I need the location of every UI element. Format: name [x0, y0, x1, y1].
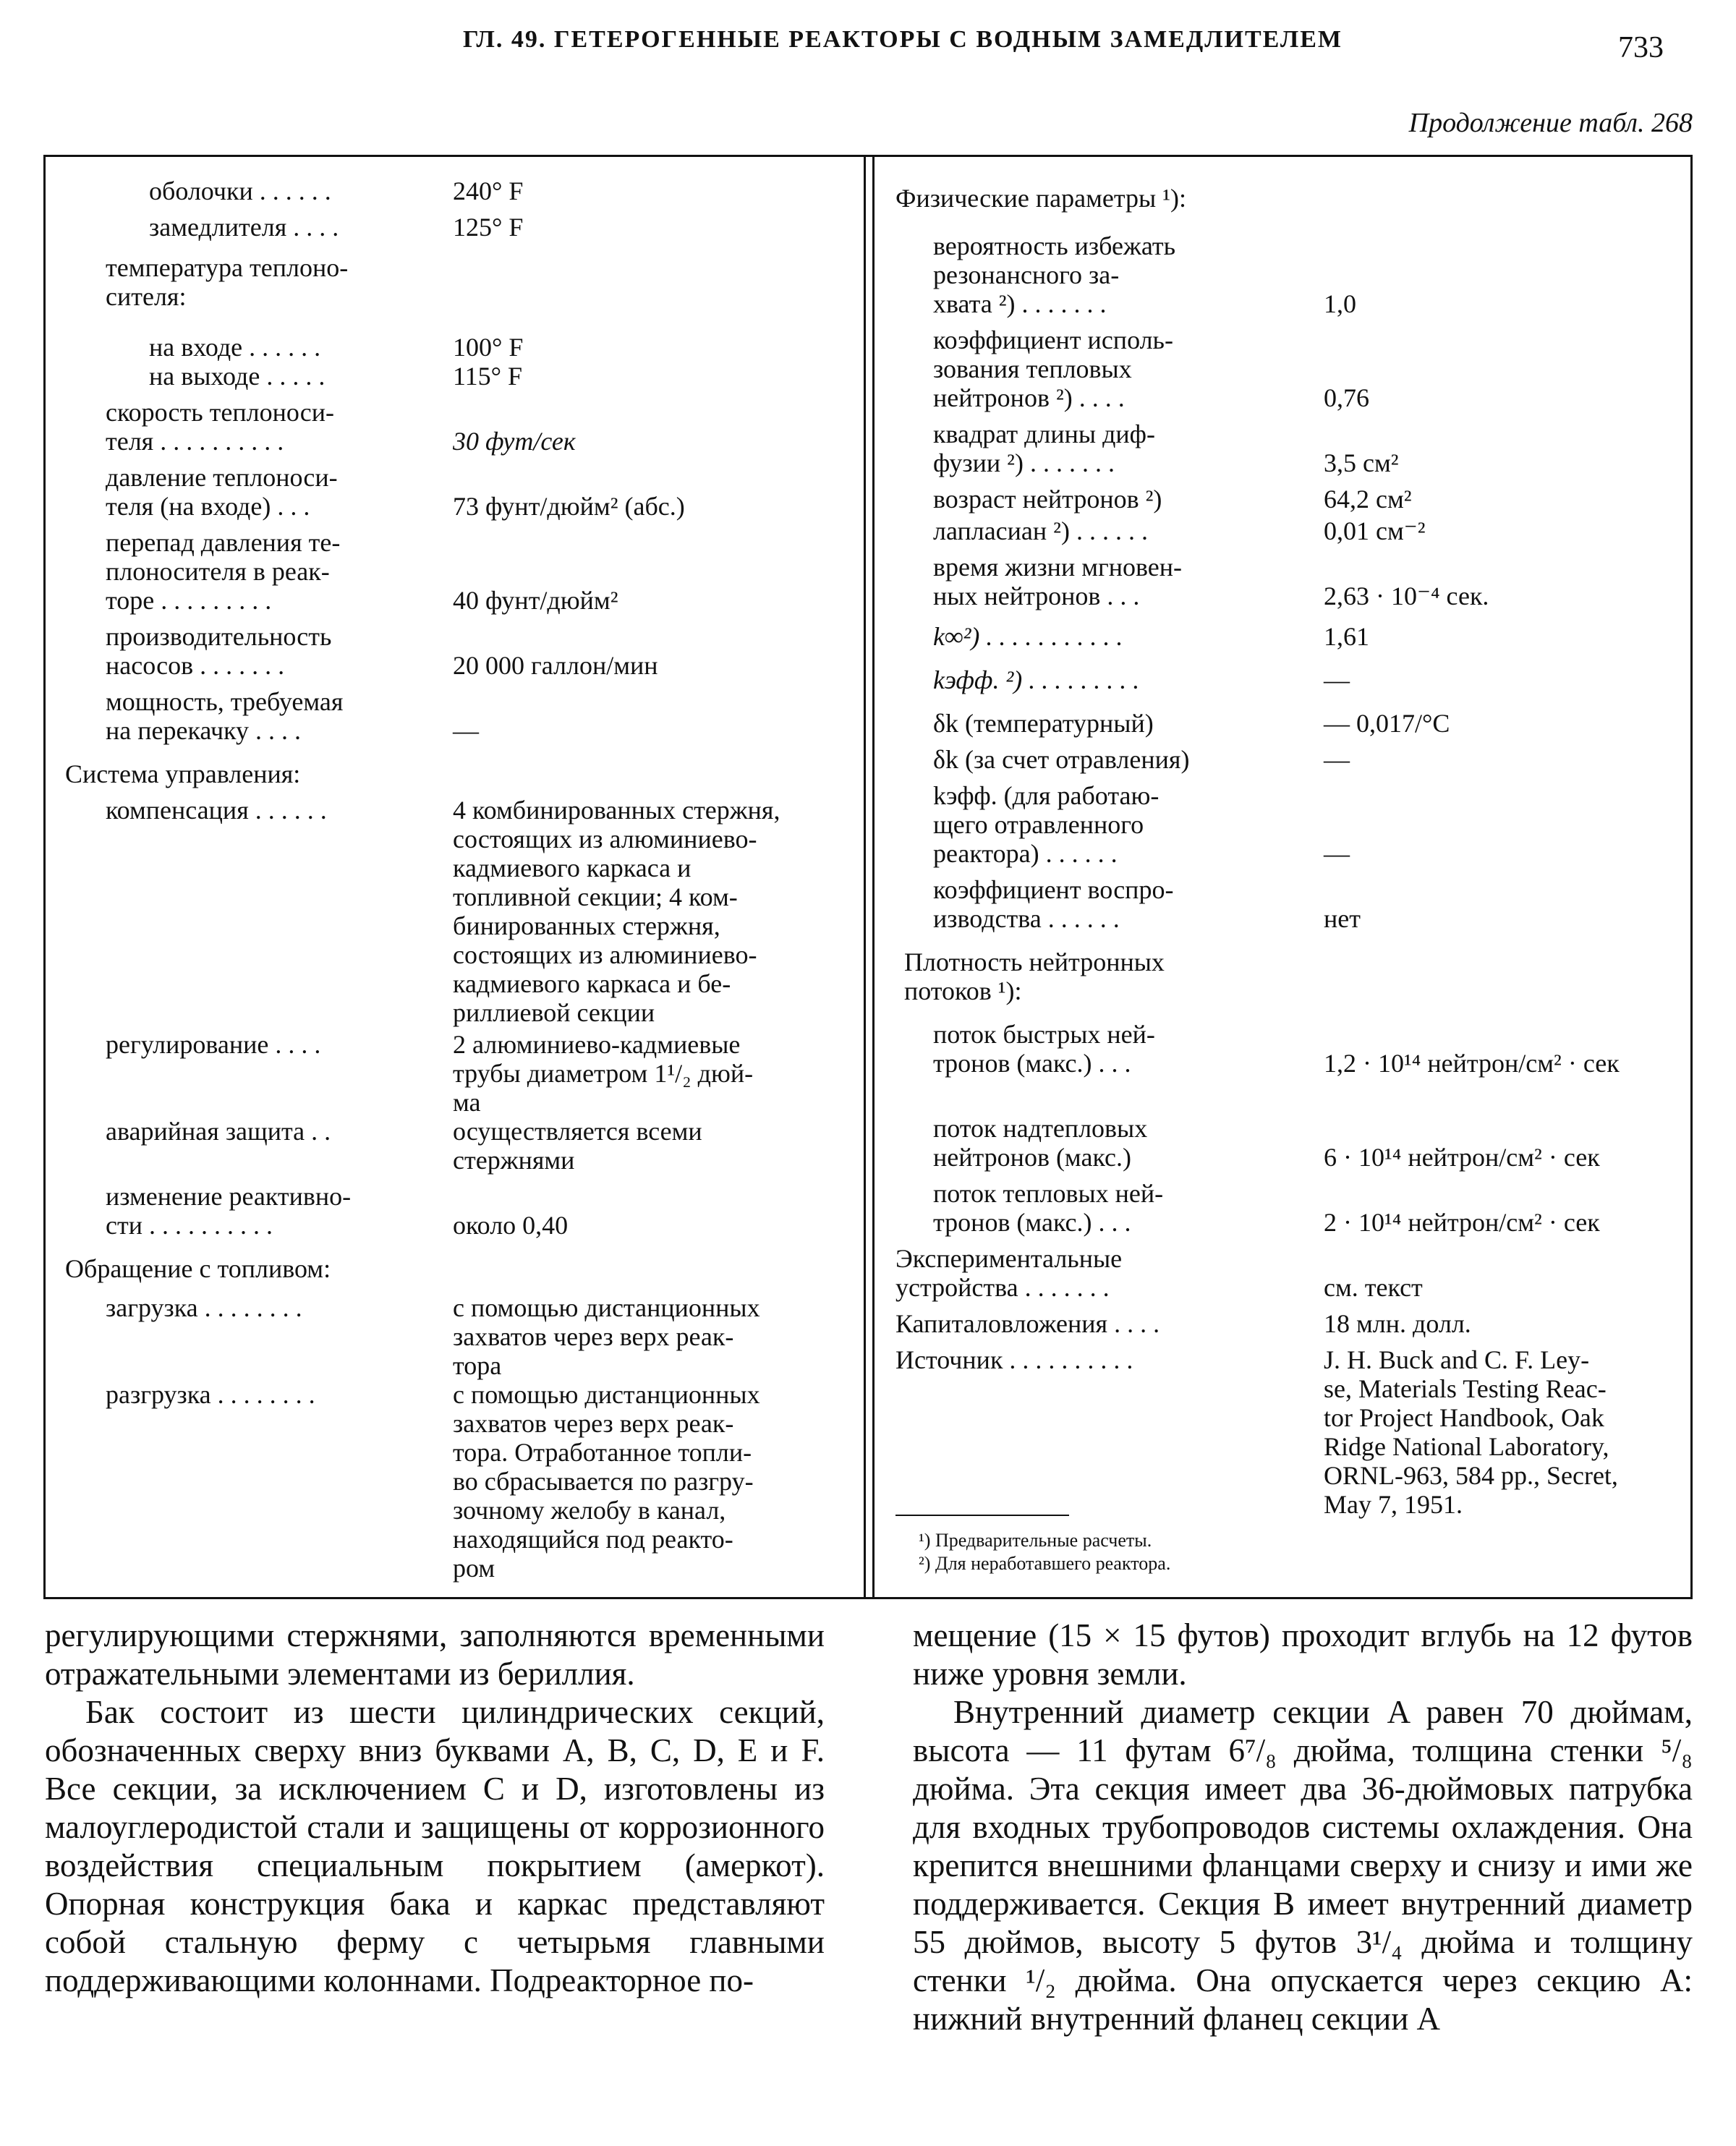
- right-row-label: kэфф. (для работаю- щего отравленного реактора) . . . . . .: [933, 781, 1160, 868]
- right-row-label: δk (температурный): [933, 709, 1154, 738]
- left-row-value: 40 фунт/дюйм²: [453, 586, 618, 615]
- left-row-label: скорость теплоноси- теля . . . . . . . . . .: [106, 398, 335, 456]
- table-left-column: [43, 155, 856, 1600]
- right-row-label: коэффициент исполь- зования тепловых нейтронов ²) . . . .: [933, 325, 1173, 412]
- left-row-label: перепад давления те- плоносителя в реак- торе . . . . . . . . .: [106, 528, 341, 615]
- left-row-label: загрузка . . . . . . . .: [106, 1293, 302, 1322]
- right-section-heading: Плотность нейтронных потоков ¹):: [904, 948, 1165, 1005]
- footnote-2: ²) Для неработавшего реактора.: [919, 1553, 1171, 1574]
- left-row-value: 125° F: [453, 213, 524, 242]
- body-text-right-column: [913, 1617, 1693, 2038]
- right-row-label: Источник . . . . . . . . . .: [895, 1345, 1133, 1374]
- left-row-label: регулирование . . . .: [106, 1030, 321, 1059]
- right-section-heading: Физические параметры ¹):: [895, 184, 1187, 213]
- left-row-label: мощность, требуемая на перекачку . . . .: [106, 687, 344, 745]
- table-middle-rule-b: [872, 155, 875, 1599]
- right-row-value: см. текст: [1324, 1273, 1423, 1302]
- right-row-value: 18 млн. долл.: [1324, 1309, 1471, 1338]
- right-row-value: 0,76: [1324, 383, 1369, 412]
- right-row-value: 1,0: [1324, 289, 1356, 318]
- table-continuation-caption: Продолжение табл. 268: [1408, 108, 1693, 138]
- left-section-heading: Система управления:: [65, 759, 301, 788]
- left-row-value: 20 000 галлон/мин: [453, 651, 658, 680]
- left-row-label: оболочки . . . . . .: [149, 176, 331, 205]
- right-row-value: 64,2 см²: [1324, 485, 1412, 514]
- left-row-value: 73 фунт/дюйм² (абс.): [453, 492, 685, 521]
- body-paragraph: Внутренний диаметр секции A равен 70 дюймам, высота — 11 футам 6⁷/₈ дюйма, толщина стенки ⁵/₈ дюйма. Эта секция имеет два 36-дюймовых патрубка для входных трубопроводов системы охлаждения. Она крепится внешними фланцами сверху и снизу и ими же поддерживается. Секция B имеет внутренний диаметр 55 дюймов, высоту 5 футов 3¹/₄ дюйма и толщину стенки ¹/₂ дюйма. Она опускается через секцию A: нижний внутренний фланец секции A: [913, 1694, 1693, 2037]
- right-row-label: поток надтепловых нейтронов (макс.): [933, 1114, 1148, 1172]
- right-row-label: kэфф. ²) . . . . . . . . .: [933, 665, 1140, 694]
- left-row-value: 115° F: [453, 362, 523, 391]
- table-right-column: [890, 155, 1693, 1600]
- left-row-value: 30 фут/сек: [453, 427, 576, 456]
- right-row-value: — 0,017/°C: [1324, 709, 1450, 738]
- left-row-label: температура теплоно- сителя:: [106, 253, 349, 311]
- right-row-value: —: [1324, 839, 1350, 868]
- right-row-value: —: [1324, 745, 1350, 774]
- left-row-value: около 0,40: [453, 1211, 569, 1240]
- left-row-label: на входе . . . . . .: [149, 333, 321, 362]
- footnote-rule: [895, 1515, 1069, 1516]
- right-row-label: Экспериментальные устройства . . . . . . .: [895, 1244, 1123, 1302]
- right-row-label: поток тепловых ней- тронов (макс.) . . .: [933, 1179, 1164, 1237]
- right-row-label: δk (за счет отравления): [933, 745, 1190, 774]
- footnotes: [919, 1529, 1170, 1575]
- right-row-value: 6 · 10¹⁴ нейтрон/см² · сек: [1324, 1143, 1600, 1172]
- left-row-value: осуществляется всеми стержнями: [453, 1117, 702, 1175]
- left-row-label: на выходе . . . . .: [149, 362, 326, 391]
- left-row-label: разгрузка . . . . . . . .: [106, 1380, 315, 1409]
- parameters-table: [43, 155, 1693, 1600]
- running-title: ГЛ. 49. ГЕТЕРОГЕННЫЕ РЕАКТОРЫ С ВОДНЫМ ЗАМЕДЛИТЕЛЕМ: [463, 26, 1343, 53]
- right-row-label: поток быстрых ней- тронов (макс.) . . .: [933, 1020, 1155, 1078]
- left-row-value: с помощью дистанционных захватов через верх реак- тора. Отработанное топли- во сбрасывается по разгру- зочному желобу в канал, находящийся под реакто- ром: [453, 1380, 760, 1583]
- right-row-label: время жизни мгновен- ных нейтронов . . .: [933, 553, 1183, 610]
- left-row-label: компенсация . . . . . .: [106, 796, 327, 825]
- left-row-value: 2 алюминиево-кадмиевые трубы диаметром 1¹/₂ дюй- ма: [453, 1030, 754, 1117]
- right-row-value: 2 · 10¹⁴ нейтрон/см² · сек: [1324, 1208, 1600, 1237]
- body-text-left-column: [45, 1617, 825, 2000]
- left-row-value: 100° F: [453, 333, 524, 362]
- body-paragraph: мещение (15 × 15 футов) проходит вглубь на 12 футов ниже уровня земли.: [913, 1617, 1693, 1692]
- right-row-value: J. H. Buck and C. F. Ley- se, Materials Testing Reac- tor Project Handbook, Oak Ridge National Laboratory, ORNL-963, 584 pp., Secret, May 7, 1951.: [1324, 1345, 1618, 1519]
- left-row-value: 240° F: [453, 176, 524, 205]
- left-row-label: производительность насосов . . . . . . .: [106, 622, 332, 680]
- left-row-label: аварийная защита . .: [106, 1117, 331, 1146]
- left-section-heading: Обращение с топливом:: [65, 1254, 331, 1283]
- table-middle-rule-a: [864, 155, 866, 1599]
- body-paragraph: Бак состоит из шести цилиндрических секций, обозначенных сверху вниз буквами A, B, C, D, E и F. Все секции, за исключением C и D, изготовлены из малоуглеродистой стали и защищены от коррозионного воздействия специальным покрытием (амеркот). Опорная конструкция бака и каркас представляют собой стальную ферму с четырьмя главными поддерживающими колоннами. Подреакторное по-: [45, 1694, 825, 1998]
- right-row-value: 0,01 см⁻²: [1324, 516, 1426, 545]
- body-paragraph: регулирующими стержнями, заполняются временными отражательными элементами из бериллия.: [45, 1617, 825, 1692]
- footnote-1: ¹) Предварительные расчеты.: [919, 1530, 1152, 1551]
- right-row-value: 3,5 см²: [1324, 448, 1399, 477]
- right-row-value: нет: [1324, 904, 1361, 933]
- right-row-label: коэффициент воспро- изводства . . . . . .: [933, 875, 1174, 933]
- right-row-label: Капиталовложения . . . .: [895, 1309, 1160, 1338]
- right-row-label: возраст нейтронов ²): [933, 485, 1162, 514]
- right-row-value: —: [1324, 665, 1350, 694]
- right-row-label: k∞²) . . . . . . . . . . .: [933, 622, 1123, 651]
- right-row-value: 1,2 · 10¹⁴ нейтрон/см² · сек: [1324, 1049, 1620, 1078]
- right-row-label: квадрат длины диф- фузии ²) . . . . . . .: [933, 420, 1155, 477]
- left-row-value: —: [453, 716, 479, 745]
- right-row-label: вероятность избежать резонансного за- хвата ²) . . . . . . .: [933, 231, 1176, 318]
- right-row-value: 1,61: [1324, 622, 1369, 651]
- left-row-value: 4 комбинированных стержня, состоящих из алюминиево- кадмиевого каркаса и топливной секции; 4 ком- бинированных стержня, состоящих из алюминиево- кадмиевого каркаса и бе- риллиевой секции: [453, 796, 780, 1027]
- right-row-value: 2,63 · 10⁻⁴ сек.: [1324, 582, 1489, 610]
- running-head: [43, 26, 1664, 69]
- left-row-value: с помощью дистанционных захватов через верх реак- тора: [453, 1293, 760, 1380]
- left-row-label: замедлителя . . . .: [149, 213, 339, 242]
- left-row-label: давление теплоноси- теля (на входе) . . .: [106, 463, 338, 521]
- right-row-label: лапласиан ²) . . . . . .: [933, 516, 1148, 545]
- page-number: 733: [1618, 31, 1664, 64]
- left-row-label: изменение реактивно- сти . . . . . . . . . .: [106, 1182, 352, 1240]
